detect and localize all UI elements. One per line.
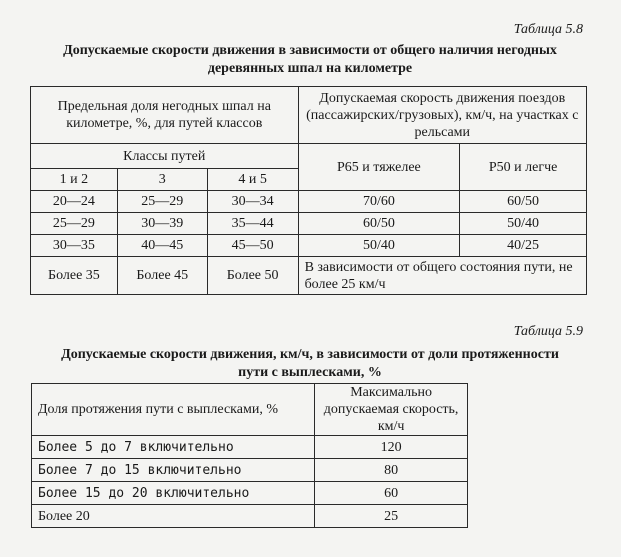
cell-splash-share: Более 20 bbox=[32, 505, 315, 528]
cell-splash-share: Более 15 до 20 включительно bbox=[32, 482, 315, 505]
table-row bbox=[32, 482, 468, 505]
header-rail-p65: Р65 и тяжелее bbox=[298, 144, 460, 191]
cell-class-4-5: 30—34 bbox=[207, 191, 298, 213]
table-row bbox=[32, 505, 468, 528]
table-5-9-title-line2: пути с выплесками, % bbox=[238, 365, 382, 380]
table-row bbox=[32, 436, 468, 459]
table-row bbox=[31, 257, 587, 295]
header-class-1-2: 1 и 2 bbox=[31, 169, 118, 191]
cell-splash-share: Более 5 до 7 включительно bbox=[32, 436, 315, 459]
header-splash-share: Доля протяжения пути с выплесками, % bbox=[32, 384, 315, 436]
cell-class-3: 25—29 bbox=[117, 191, 207, 213]
cell-speed-p50: 60/50 bbox=[460, 191, 587, 213]
header-track-share: Предельная доля негодных шпал на километре, %, для путей классов bbox=[31, 87, 299, 144]
table-5-8-title-line1: Допускаемые скорости движения в зависимости от общего наличия негодных bbox=[63, 43, 557, 58]
cell-class-1-2: 30—35 bbox=[31, 235, 118, 257]
cell-speed-p50: 40/25 bbox=[460, 235, 587, 257]
cell-max-speed: 60 bbox=[315, 482, 468, 505]
cell-max-speed: 80 bbox=[315, 459, 468, 482]
table-5-9-title bbox=[20, 346, 600, 382]
cell-class-4-5: Более 50 bbox=[207, 257, 298, 295]
table-5-8-caption: Таблица 5.8 bbox=[513, 22, 583, 37]
header-class-3: 3 bbox=[117, 169, 207, 191]
table-5-8-title-line2: деревянных шпал на километре bbox=[207, 61, 413, 76]
header-track-classes: Классы путей bbox=[31, 144, 299, 169]
cell-class-1-2: Более 35 bbox=[31, 257, 118, 295]
cell-class-4-5: 35—44 bbox=[207, 213, 298, 235]
table-row bbox=[32, 459, 468, 482]
cell-class-1-2: 25—29 bbox=[31, 213, 118, 235]
cell-class-1-2: 20—24 bbox=[31, 191, 118, 213]
cell-class-4-5: 45—50 bbox=[207, 235, 298, 257]
table-row bbox=[31, 213, 587, 235]
cell-speed-p50: 50/40 bbox=[460, 213, 587, 235]
table-5-9-title-line1: Допускаемые скорости движения, км/ч, в зависимости от доли протяженности bbox=[61, 347, 559, 362]
header-class-4-5: 4 и 5 bbox=[207, 169, 298, 191]
cell-class-3: 30—39 bbox=[117, 213, 207, 235]
cell-speed-p65: 70/60 bbox=[298, 191, 460, 213]
table-5-8 bbox=[30, 86, 587, 295]
table-row bbox=[31, 235, 587, 257]
table-5-8-title bbox=[20, 42, 600, 78]
table-5-9 bbox=[31, 383, 468, 528]
table-row bbox=[31, 191, 587, 213]
header-rail-p50: Р50 и легче bbox=[460, 144, 587, 191]
cell-class-3: 40—45 bbox=[117, 235, 207, 257]
table-5-9-caption: Таблица 5.9 bbox=[513, 324, 583, 339]
cell-splash-share: Более 7 до 15 включительно bbox=[32, 459, 315, 482]
cell-max-speed: 25 bbox=[315, 505, 468, 528]
cell-class-3: Более 45 bbox=[117, 257, 207, 295]
cell-speed-p65: 60/50 bbox=[298, 213, 460, 235]
cell-speed-note: В зависимости от общего состояния пути, не более 25 км/ч bbox=[298, 257, 586, 295]
header-max-speed: Максимально допускаемая скорость, км/ч bbox=[315, 384, 468, 436]
header-allowed-speed: Допускаемая скорость движения поездов (пассажирских/грузовых), км/ч, на участках с рельсами bbox=[298, 87, 586, 144]
cell-max-speed: 120 bbox=[315, 436, 468, 459]
cell-speed-p65: 50/40 bbox=[298, 235, 460, 257]
